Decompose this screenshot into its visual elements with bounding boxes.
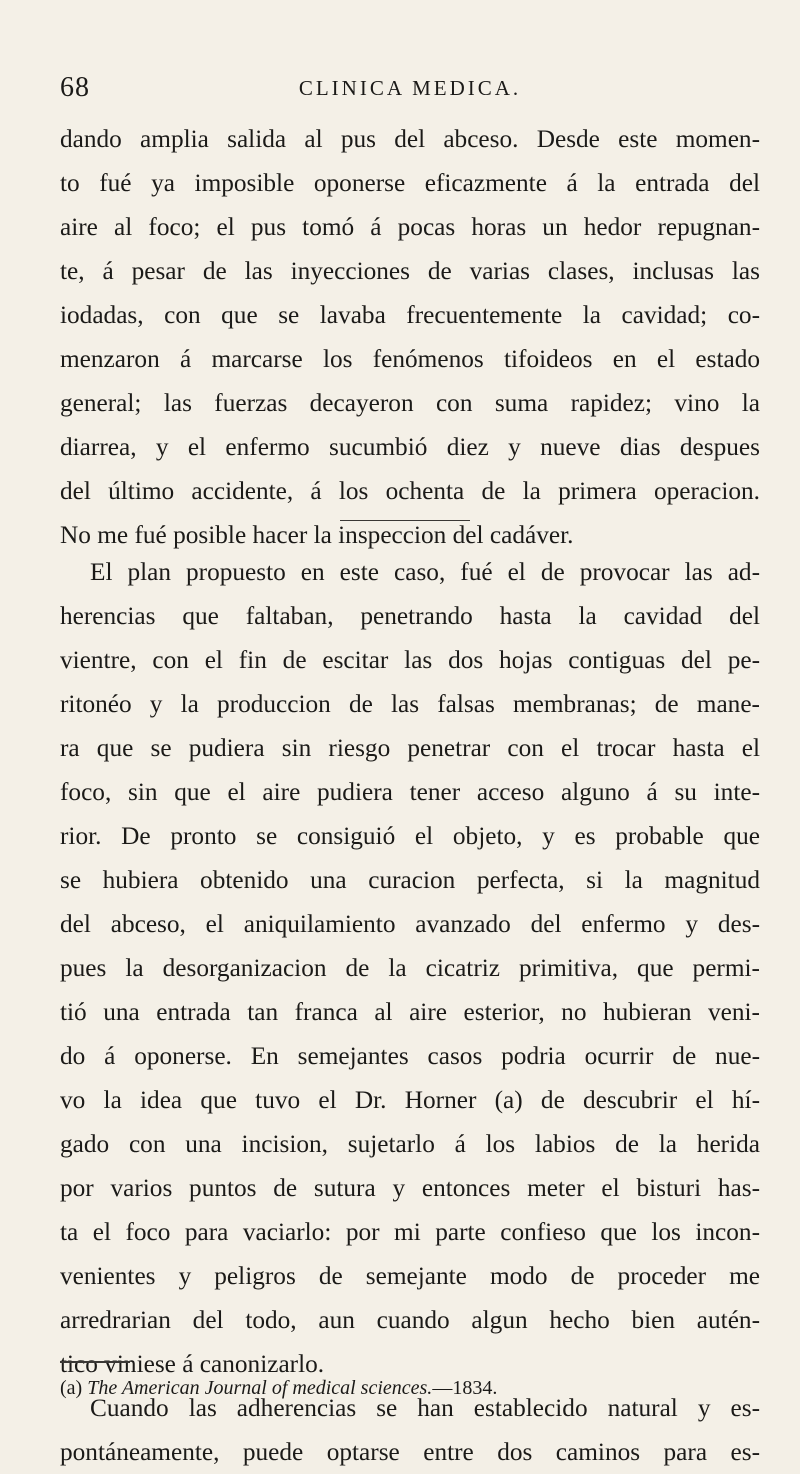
page-header (60, 72, 760, 112)
text-line: general; las fuerzas decayeron con suma rapidez; vino la (60, 389, 760, 417)
text-line: rior. De pronto se consiguió el objeto, y es probable que (60, 822, 760, 850)
footnote-marker: (a) (60, 1377, 83, 1399)
text-line: foco, sin que el aire pudiera tener acceso alguno á su inte- (60, 778, 760, 806)
text-line: herencias que faltaban, penetrando hasta la cavidad del (60, 602, 760, 630)
page-number: 68 (60, 72, 90, 103)
text-line: tico viniese á canonizarlo. (60, 1350, 325, 1378)
footnote-rule (60, 1361, 130, 1363)
text-line: diarrea, y el enfermo sucumbió diez y nueve dias despues (60, 433, 760, 461)
text-line: vientre, con el fin de escitar las dos hojas contiguas del pe- (60, 646, 760, 674)
paragraph-2 (60, 550, 760, 1474)
text-line: ritonéo y la produccion de las falsas membranas; de mane- (60, 690, 760, 718)
footnote (60, 1373, 760, 1403)
text-line: gado con una incision, sujetarlo á los labios de la herida (60, 1130, 760, 1158)
text-line: del abceso, el aniquilamiento avanzado del enfermo y des- (60, 910, 760, 938)
paragraph-1 (60, 117, 760, 557)
text-line: El plan propuesto en este caso, fué el de provocar las ad- (90, 558, 760, 586)
text-line: dando amplia salida al pus del abceso. Desde este momen- (60, 125, 760, 153)
text-line: del último accidente, á los ochenta de la primera operacion. (60, 477, 760, 505)
text-line: pues la desorganizacion de la cicatriz primitiva, que permi- (60, 954, 760, 982)
text-line: arredrarian del todo, aun cuando algun hecho bien autén- (60, 1306, 760, 1334)
text-line: ra que se pudiera sin riesgo penetrar con el trocar hasta el (60, 734, 760, 762)
text-line: te, á pesar de las inyecciones de varias clases, inclusas las (60, 257, 760, 285)
text-line: ta el foco para vaciarlo: por mi parte confieso que los incon- (60, 1218, 760, 1246)
text-line: Cuando las adherencias se han establecido natural y es- (90, 1394, 760, 1422)
text-line: vo la idea que tuvo el Dr. Horner (a) de descubrir el hí- (60, 1086, 760, 1114)
footnote-year: —1834. (432, 1377, 498, 1399)
text-line: to fué ya imposible oponerse eficazmente á la entrada del (60, 169, 760, 197)
section-divider (340, 520, 470, 521)
text-line: do á oponerse. En semejantes casos podria ocurrir de nue- (60, 1042, 760, 1070)
text-line: por varios puntos de sutura y entonces meter el bisturi has- (60, 1174, 760, 1202)
text-line: No me fué posible hacer la inspeccion del cadáver. (60, 521, 574, 549)
text-line: menzaron á marcarse los fenómenos tifoideos en el estado (60, 345, 760, 373)
text-line: pontáneamente, puede optarse entre dos caminos para es- (60, 1438, 760, 1466)
text-line: aire al foco; el pus tomó á pocas horas un hedor repugnan- (60, 213, 760, 241)
text-line: iodadas, con que se lavaba frecuentemente la cavidad; co- (60, 301, 760, 329)
running-title: CLINICA MEDICA. (298, 76, 522, 100)
text-line: se hubiera obtenido una curacion perfecta, si la magnitud (60, 866, 760, 894)
footnote-title: The American Journal of medical sciences. (87, 1377, 433, 1399)
text-line: tió una entrada tan franca al aire esterior, no hubieran veni- (60, 998, 760, 1026)
text-line: venientes y peligros de semejante modo de proceder me (60, 1262, 760, 1290)
